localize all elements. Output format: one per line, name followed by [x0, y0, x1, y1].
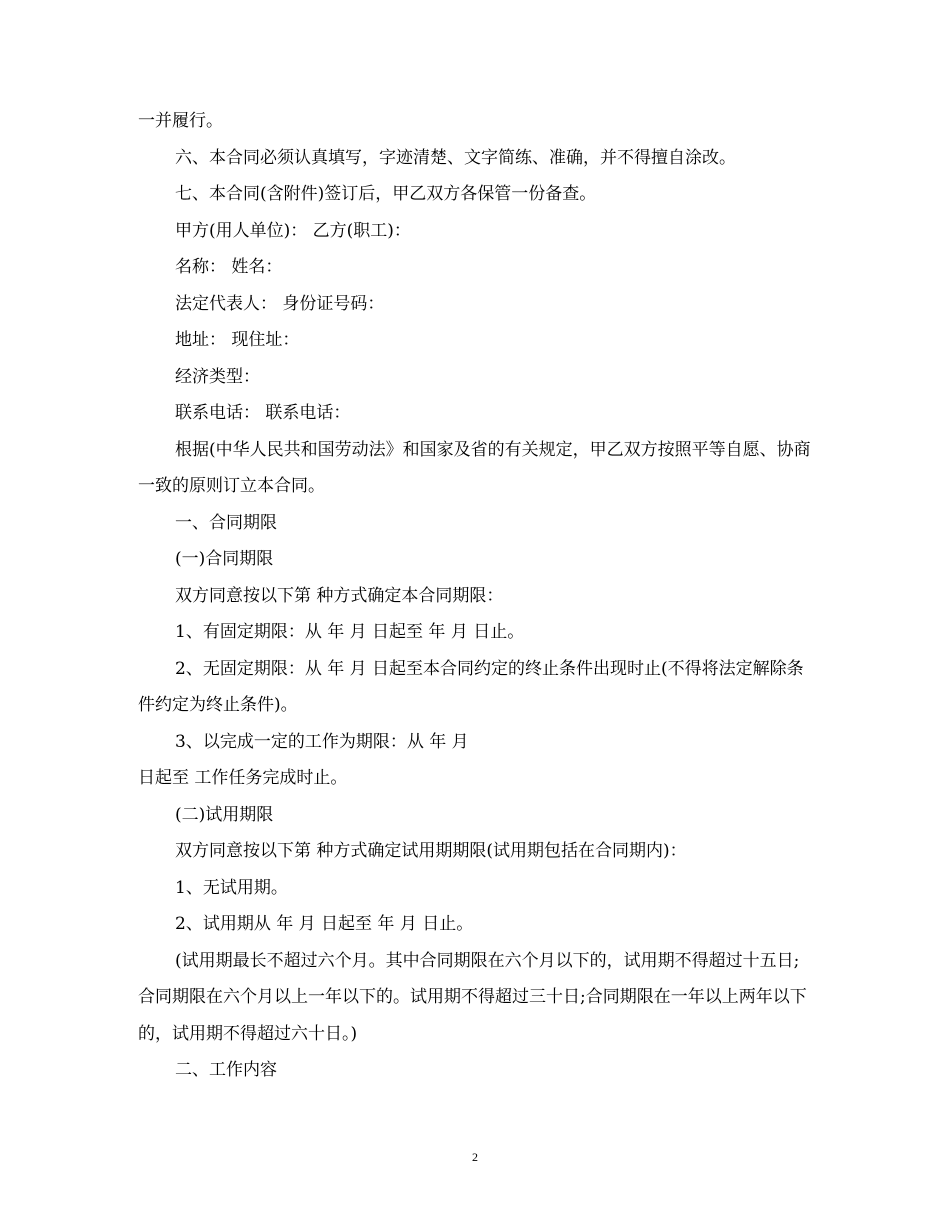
paragraph-line: 双方同意按以下第 种方式确定本合同期限：: [175, 585, 504, 606]
party-a-b-heading: 甲方(用人单位)： 乙方(职工)：: [175, 220, 411, 241]
economic-type-label: 经济类型：: [175, 366, 260, 387]
list-item: 3、以完成一定的工作为期限：从 年 月: [175, 731, 469, 752]
page-number: 2: [472, 1150, 478, 1164]
address-label: 地址： 现住址：: [175, 330, 300, 350]
list-item-wrapped: 2、无固定期限：从 年 月 日起至本合同约定的终止条件出现时止(不得将法定解除条件约定为终止条件)。: [138, 658, 804, 715]
list-item: 1、无试用期。: [175, 877, 288, 898]
section-heading: 一、合同期限: [175, 512, 277, 533]
subsection-heading: (一)合同期限: [175, 549, 274, 569]
document-body: [138, 112, 814, 1098]
paragraph-wrapped: 根据(中华人民共和国劳动法》和国家及省的有关规定，甲乙双方按照平等自愿、协商一致的原则订立本合同。: [138, 439, 811, 496]
paragraph-line: 双方同意按以下第 种方式确定试用期期限(试用期包括在合同期内)：: [175, 841, 687, 861]
phone-label: 联系电话： 联系电话：: [175, 403, 351, 423]
list-item: 2、试用期从 年 月 日起至 年 月 日止。: [175, 914, 474, 934]
name-field-label: 名称： 姓名：: [175, 257, 283, 277]
paragraph-wrapped: (试用期最长不超过六个月。其中合同期限在六个月以下的，试用期不得超过十五日;合同期限在六个月以上一年以下的。试用期不得超过三十日;合同期限在一年以上两年以下的，试用期不得超过六十日。): [138, 950, 807, 1044]
paragraph-line: 一并履行。: [138, 111, 223, 131]
list-item: 1、有固定期限：从 年 月 日起至 年 月 日止。: [175, 622, 525, 642]
paragraph-line: 六、本合同必须认真填写，字迹清楚、文字简练、准确，并不得擅自涂改。: [175, 147, 736, 168]
paragraph-line: 日起至 工作任务完成时止。: [138, 768, 348, 788]
subsection-heading: (二)试用期限: [175, 804, 274, 825]
representative-id-label: 法定代表人： 身份证号码：: [175, 293, 385, 314]
section-heading: 二、工作内容: [175, 1060, 277, 1080]
paragraph-line: 七、本合同(含附件)签订后，甲乙双方各保管一份备查。: [175, 184, 597, 204]
